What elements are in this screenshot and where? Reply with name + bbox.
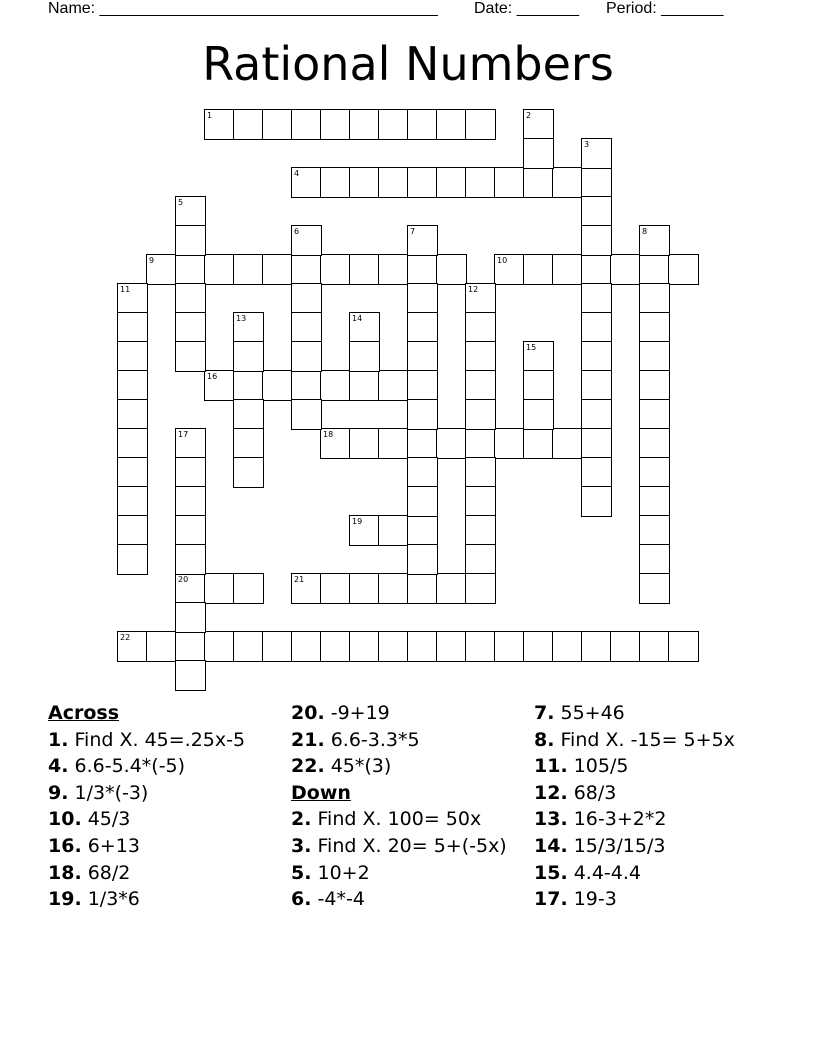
cell-number: 19 bbox=[352, 517, 363, 526]
clue-number: 5. bbox=[291, 861, 312, 884]
grid-cell[interactable] bbox=[349, 341, 380, 372]
cell-number: 4 bbox=[294, 169, 300, 178]
clue-number: 22. bbox=[291, 755, 325, 778]
grid-cell[interactable] bbox=[523, 109, 554, 140]
cell-number: 16 bbox=[207, 372, 218, 381]
grid-cell[interactable] bbox=[349, 515, 380, 546]
grid-cell[interactable] bbox=[117, 515, 148, 546]
grid-cell[interactable] bbox=[175, 660, 206, 691]
grid-cell[interactable] bbox=[639, 225, 670, 256]
grid-cell[interactable] bbox=[117, 631, 148, 662]
grid-cell[interactable] bbox=[639, 515, 670, 546]
grid-cell[interactable] bbox=[175, 341, 206, 372]
grid-cell[interactable] bbox=[639, 254, 670, 285]
grid-cell[interactable] bbox=[320, 631, 351, 662]
clue-text: Find X. 45=.25x-5 bbox=[74, 728, 246, 751]
grid-cell[interactable] bbox=[494, 428, 525, 459]
clue-text: 6.6-5.4*(-5) bbox=[74, 755, 186, 778]
cell-number: 2 bbox=[526, 111, 532, 120]
grid-cell[interactable] bbox=[436, 167, 467, 198]
grid-cell[interactable] bbox=[349, 573, 380, 604]
grid-cell[interactable] bbox=[581, 428, 612, 459]
grid-cell[interactable] bbox=[668, 631, 699, 662]
clue-item bbox=[48, 806, 278, 833]
clue-text: 105/5 bbox=[573, 755, 629, 778]
grid-cell[interactable] bbox=[349, 428, 380, 459]
clue-item bbox=[291, 806, 521, 833]
grid-cell[interactable] bbox=[175, 196, 206, 227]
grid-cell[interactable] bbox=[204, 109, 235, 140]
cell-number: 6 bbox=[294, 227, 300, 236]
grid-cell[interactable] bbox=[233, 341, 264, 372]
grid-cell[interactable] bbox=[407, 370, 438, 401]
clue-number: 4. bbox=[48, 755, 69, 778]
grid-cell[interactable] bbox=[175, 544, 206, 575]
grid-cell[interactable] bbox=[378, 428, 409, 459]
grid-cell[interactable] bbox=[407, 341, 438, 372]
grid-cell[interactable] bbox=[175, 573, 206, 604]
grid-cell[interactable] bbox=[175, 254, 206, 285]
clue-number: 7. bbox=[534, 702, 555, 724]
clue-number: 12. bbox=[534, 781, 568, 804]
clue-item bbox=[48, 753, 278, 780]
grid-cell[interactable] bbox=[146, 254, 177, 285]
grid-cell[interactable] bbox=[262, 631, 293, 662]
grid-cell[interactable] bbox=[407, 457, 438, 488]
grid-cell[interactable] bbox=[291, 370, 322, 401]
grid-cell[interactable] bbox=[378, 370, 409, 401]
grid-cell[interactable] bbox=[523, 341, 554, 372]
clue-number: 6. bbox=[291, 888, 312, 911]
clue-number: 20. bbox=[291, 702, 325, 724]
cell-number: 14 bbox=[352, 314, 363, 323]
period-field-label: Period: _______ bbox=[606, 0, 724, 17]
grid-cell[interactable] bbox=[117, 428, 148, 459]
grid-cell[interactable] bbox=[494, 254, 525, 285]
clue-number: 10. bbox=[48, 808, 82, 831]
clue-item bbox=[534, 860, 764, 887]
grid-cell[interactable] bbox=[291, 167, 322, 198]
grid-cell[interactable] bbox=[407, 631, 438, 662]
grid-cell[interactable] bbox=[465, 370, 496, 401]
clue-text: 19-3 bbox=[573, 888, 617, 911]
cell-number: 1 bbox=[207, 111, 213, 120]
grid-cell[interactable] bbox=[436, 428, 467, 459]
grid-cell[interactable] bbox=[639, 573, 670, 604]
grid-cell[interactable] bbox=[291, 399, 322, 430]
clue-item bbox=[291, 886, 521, 913]
grid-cell[interactable] bbox=[436, 109, 467, 140]
grid-cell[interactable] bbox=[233, 109, 264, 140]
cell-number: 5 bbox=[178, 198, 184, 207]
grid-cell[interactable] bbox=[204, 631, 235, 662]
grid-cell[interactable] bbox=[465, 312, 496, 343]
cell-number: 15 bbox=[526, 343, 537, 352]
clue-item bbox=[291, 700, 521, 727]
grid-cell[interactable] bbox=[581, 399, 612, 430]
clue-text: Find X. 100= 50x bbox=[317, 808, 482, 831]
grid-cell[interactable] bbox=[233, 312, 264, 343]
grid-cell[interactable] bbox=[494, 631, 525, 662]
clue-number: 3. bbox=[291, 834, 312, 857]
grid-cell[interactable] bbox=[320, 573, 351, 604]
clue-number: 11. bbox=[534, 755, 568, 778]
grid-cell[interactable] bbox=[320, 167, 351, 198]
grid-cell[interactable] bbox=[639, 283, 670, 314]
grid-cell[interactable] bbox=[465, 428, 496, 459]
grid-cell[interactable] bbox=[610, 631, 641, 662]
clue-item bbox=[48, 780, 278, 807]
grid-cell[interactable] bbox=[291, 225, 322, 256]
clue-column-3 bbox=[534, 700, 764, 913]
grid-cell[interactable] bbox=[407, 486, 438, 517]
grid-cell[interactable] bbox=[320, 254, 351, 285]
clue-item bbox=[291, 753, 521, 780]
clue-item bbox=[48, 886, 278, 913]
grid-cell[interactable] bbox=[581, 138, 612, 169]
across-heading: Across bbox=[48, 702, 120, 724]
grid-cell[interactable] bbox=[291, 573, 322, 604]
clue-number: 21. bbox=[291, 728, 325, 751]
clue-item bbox=[534, 886, 764, 913]
grid-cell[interactable] bbox=[378, 573, 409, 604]
grid-cell[interactable] bbox=[523, 254, 554, 285]
clue-item bbox=[48, 833, 278, 860]
grid-cell[interactable] bbox=[465, 283, 496, 314]
clue-text: 68/2 bbox=[87, 861, 131, 884]
grid-cell[interactable] bbox=[349, 312, 380, 343]
grid-cell[interactable] bbox=[552, 428, 583, 459]
grid-cell[interactable] bbox=[494, 167, 525, 198]
down-heading: Down bbox=[291, 781, 351, 804]
grid-cell[interactable] bbox=[233, 428, 264, 459]
grid-cell[interactable] bbox=[581, 370, 612, 401]
grid-cell[interactable] bbox=[523, 631, 554, 662]
grid-cell[interactable] bbox=[233, 370, 264, 401]
grid-cell[interactable] bbox=[407, 254, 438, 285]
grid-cell[interactable] bbox=[175, 457, 206, 488]
grid-cell[interactable] bbox=[204, 370, 235, 401]
clue-item bbox=[534, 833, 764, 860]
clue-number: 16. bbox=[48, 834, 82, 857]
grid-cell[interactable] bbox=[117, 544, 148, 575]
clue-text: 45*(3) bbox=[330, 755, 392, 778]
grid-cell[interactable] bbox=[436, 573, 467, 604]
grid-cell[interactable] bbox=[117, 283, 148, 314]
grid-cell[interactable] bbox=[407, 573, 438, 604]
cell-number: 18 bbox=[323, 430, 334, 439]
cell-number: 17 bbox=[178, 430, 189, 439]
grid-cell[interactable] bbox=[523, 167, 554, 198]
cell-number: 20 bbox=[178, 575, 189, 584]
grid-cell[interactable] bbox=[349, 167, 380, 198]
name-field-label: Name: ______________________________________ bbox=[48, 0, 438, 17]
grid-cell[interactable] bbox=[465, 167, 496, 198]
grid-cell[interactable] bbox=[262, 254, 293, 285]
grid-cell[interactable] bbox=[407, 515, 438, 546]
cell-number: 22 bbox=[120, 633, 131, 642]
grid-cell[interactable] bbox=[581, 167, 612, 198]
clue-item bbox=[534, 780, 764, 807]
grid-cell[interactable] bbox=[407, 544, 438, 575]
grid-cell[interactable] bbox=[407, 283, 438, 314]
grid-cell[interactable] bbox=[262, 109, 293, 140]
cell-number: 8 bbox=[642, 227, 648, 236]
grid-cell[interactable] bbox=[175, 515, 206, 546]
grid-cell[interactable] bbox=[175, 602, 206, 633]
grid-cell[interactable] bbox=[552, 167, 583, 198]
grid-cell[interactable] bbox=[233, 254, 264, 285]
grid-cell[interactable] bbox=[204, 573, 235, 604]
grid-cell[interactable] bbox=[523, 399, 554, 430]
clue-number: 17. bbox=[534, 888, 568, 911]
cell-number: 10 bbox=[497, 256, 508, 265]
grid-cell[interactable] bbox=[349, 631, 380, 662]
grid-cell[interactable] bbox=[465, 109, 496, 140]
grid-cell[interactable] bbox=[320, 370, 351, 401]
grid-cell[interactable] bbox=[581, 631, 612, 662]
grid-cell[interactable] bbox=[436, 254, 467, 285]
grid-cell[interactable] bbox=[639, 631, 670, 662]
grid-cell[interactable] bbox=[581, 196, 612, 227]
grid-cell[interactable] bbox=[407, 225, 438, 256]
clue-text: -4*-4 bbox=[317, 888, 365, 911]
grid-cell[interactable] bbox=[465, 573, 496, 604]
puzzle-title: Rational Numbers bbox=[202, 37, 614, 91]
grid-cell[interactable] bbox=[407, 399, 438, 430]
cell-number: 11 bbox=[120, 285, 131, 294]
clue-text: 1/3*6 bbox=[87, 888, 140, 911]
grid-cell[interactable] bbox=[291, 109, 322, 140]
grid-cell[interactable] bbox=[117, 370, 148, 401]
grid-cell[interactable] bbox=[117, 312, 148, 343]
clue-item bbox=[48, 860, 278, 887]
grid-cell[interactable] bbox=[610, 254, 641, 285]
clue-number: 1. bbox=[48, 728, 69, 751]
clue-number: 18. bbox=[48, 861, 82, 884]
clue-text: 1/3*(-3) bbox=[74, 781, 149, 804]
grid-cell[interactable] bbox=[175, 631, 206, 662]
grid-cell[interactable] bbox=[117, 457, 148, 488]
clue-number: 14. bbox=[534, 834, 568, 857]
grid-cell[interactable] bbox=[639, 370, 670, 401]
grid-cell[interactable] bbox=[436, 631, 467, 662]
clue-text: 16-3+2*2 bbox=[573, 808, 667, 831]
grid-cell[interactable] bbox=[262, 370, 293, 401]
grid-cell[interactable] bbox=[407, 167, 438, 198]
grid-cell[interactable] bbox=[581, 486, 612, 517]
grid-cell[interactable] bbox=[146, 631, 177, 662]
grid-cell[interactable] bbox=[233, 631, 264, 662]
grid-cell[interactable] bbox=[581, 341, 612, 372]
grid-cell[interactable] bbox=[552, 254, 583, 285]
grid-cell[interactable] bbox=[117, 341, 148, 372]
grid-cell[interactable] bbox=[175, 486, 206, 517]
grid-cell[interactable] bbox=[378, 109, 409, 140]
grid-cell[interactable] bbox=[639, 486, 670, 517]
grid-cell[interactable] bbox=[668, 254, 699, 285]
grid-cell[interactable] bbox=[291, 254, 322, 285]
clue-text: 6+13 bbox=[87, 834, 140, 857]
clue-text: -9+19 bbox=[330, 702, 390, 724]
grid-cell[interactable] bbox=[639, 457, 670, 488]
grid-cell[interactable] bbox=[639, 341, 670, 372]
grid-cell[interactable] bbox=[378, 254, 409, 285]
clue-item bbox=[534, 727, 764, 754]
grid-cell[interactable] bbox=[233, 399, 264, 430]
grid-cell[interactable] bbox=[465, 457, 496, 488]
grid-cell[interactable] bbox=[639, 428, 670, 459]
clue-text: 10+2 bbox=[317, 861, 370, 884]
grid-cell[interactable] bbox=[465, 341, 496, 372]
grid-cell[interactable] bbox=[465, 544, 496, 575]
grid-cell[interactable] bbox=[465, 399, 496, 430]
grid-cell[interactable] bbox=[233, 457, 264, 488]
cell-number: 7 bbox=[410, 227, 416, 236]
grid-cell[interactable] bbox=[291, 341, 322, 372]
cell-number: 12 bbox=[468, 285, 479, 294]
grid-cell[interactable] bbox=[175, 283, 206, 314]
grid-cell[interactable] bbox=[378, 631, 409, 662]
grid-cell[interactable] bbox=[465, 515, 496, 546]
grid-cell[interactable] bbox=[378, 515, 409, 546]
clue-text: 15/3/15/3 bbox=[573, 834, 666, 857]
grid-cell[interactable] bbox=[349, 370, 380, 401]
cell-number: 3 bbox=[584, 140, 590, 149]
clue-column-2 bbox=[291, 700, 521, 913]
grid-cell[interactable] bbox=[291, 312, 322, 343]
clue-item bbox=[534, 806, 764, 833]
grid-cell[interactable] bbox=[204, 254, 235, 285]
grid-cell[interactable] bbox=[291, 631, 322, 662]
grid-cell[interactable] bbox=[581, 457, 612, 488]
grid-cell[interactable] bbox=[523, 138, 554, 169]
clue-number: 9. bbox=[48, 781, 69, 804]
grid-cell[interactable] bbox=[349, 254, 380, 285]
clue-text: 4.4-4.4 bbox=[573, 861, 642, 884]
grid-cell[interactable] bbox=[175, 225, 206, 256]
grid-cell[interactable] bbox=[552, 631, 583, 662]
grid-cell[interactable] bbox=[320, 428, 351, 459]
cell-number: 13 bbox=[236, 314, 247, 323]
grid-cell[interactable] bbox=[465, 486, 496, 517]
grid-cell[interactable] bbox=[175, 312, 206, 343]
clue-text: Find X. 20= 5+(-5x) bbox=[317, 834, 507, 857]
grid-cell[interactable] bbox=[407, 109, 438, 140]
grid-cell[interactable] bbox=[378, 167, 409, 198]
clue-number: 15. bbox=[534, 861, 568, 884]
grid-cell[interactable] bbox=[291, 283, 322, 314]
grid-cell[interactable] bbox=[407, 312, 438, 343]
cell-number: 9 bbox=[149, 256, 155, 265]
grid-cell[interactable] bbox=[581, 254, 612, 285]
clue-column-1 bbox=[48, 700, 278, 913]
grid-cell[interactable] bbox=[117, 486, 148, 517]
clue-item bbox=[291, 833, 521, 860]
grid-cell[interactable] bbox=[465, 631, 496, 662]
clue-item bbox=[291, 727, 521, 754]
grid-cell[interactable] bbox=[233, 573, 264, 604]
clue-item bbox=[48, 727, 278, 754]
clue-number: 13. bbox=[534, 808, 568, 831]
grid-cell[interactable] bbox=[639, 399, 670, 430]
cell-number: 21 bbox=[294, 575, 305, 584]
grid-cell[interactable] bbox=[523, 370, 554, 401]
clue-text: 45/3 bbox=[87, 808, 131, 831]
grid-cell[interactable] bbox=[349, 109, 380, 140]
grid-cell[interactable] bbox=[639, 312, 670, 343]
grid-cell[interactable] bbox=[581, 225, 612, 256]
clue-item bbox=[534, 700, 764, 727]
grid-cell[interactable] bbox=[117, 399, 148, 430]
clue-text: 55+46 bbox=[560, 702, 625, 724]
clue-item bbox=[534, 753, 764, 780]
clue-text: Find X. -15= 5+5x bbox=[560, 728, 735, 751]
grid-cell[interactable] bbox=[175, 428, 206, 459]
grid-cell[interactable] bbox=[581, 283, 612, 314]
clue-item bbox=[291, 860, 521, 887]
grid-cell[interactable] bbox=[523, 428, 554, 459]
clue-text: 6.6-3.3*5 bbox=[330, 728, 420, 751]
grid-cell[interactable] bbox=[320, 109, 351, 140]
grid-cell[interactable] bbox=[407, 428, 438, 459]
clue-text: 68/3 bbox=[573, 781, 617, 804]
date-field-label: Date: _______ bbox=[474, 0, 579, 17]
clue-number: 8. bbox=[534, 728, 555, 751]
clue-number: 19. bbox=[48, 888, 82, 911]
grid-cell[interactable] bbox=[581, 312, 612, 343]
clue-number: 2. bbox=[291, 808, 312, 831]
grid-cell[interactable] bbox=[639, 544, 670, 575]
